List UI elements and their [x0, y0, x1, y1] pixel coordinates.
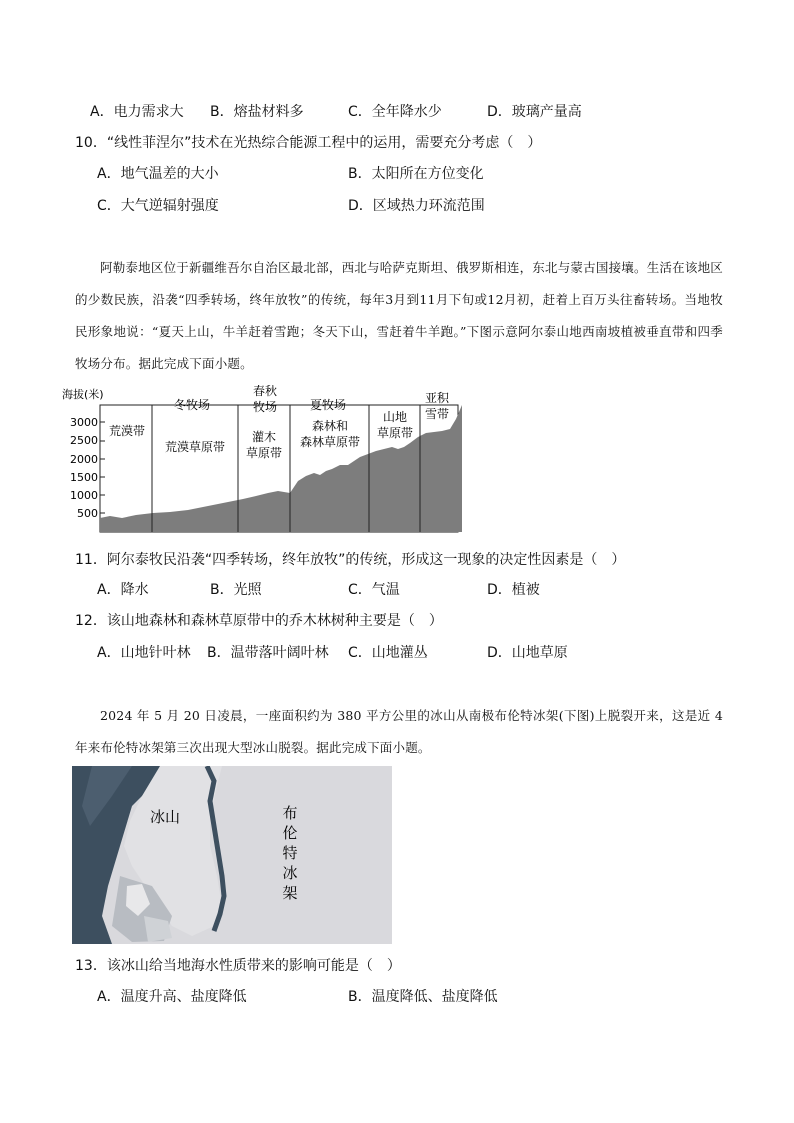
y-tick-500: 500: [77, 507, 98, 520]
q11-option-c: C．气温: [348, 582, 400, 598]
q12-option-b: B．温带落叶阔叶林: [207, 645, 329, 661]
q13-option-b: B．温度降低、盐度降低: [348, 989, 498, 1005]
vegetation-zone-diagram: [58, 385, 462, 537]
passage-altay-text: 阿勒泰地区位于新疆维吾尔自治区最北部，西北与哈萨克斯坦、俄罗斯相连，东北与蒙古国接壤。生活在该地区的少数民族，沿袭“四季转场，终年放牧”的传统，每年3月到11月下旬或12月初，赶着上百万头往畜转场。当地牧民形象地说：“夏天上山，牛羊赶着雪跑；冬天下山，雪赶着牛羊跑。”下图示意阿尔泰山地西南坡植被垂直带和四季牧场分布。据此完成下面小题。: [75, 260, 723, 371]
y-tick-2500: 2500: [70, 434, 98, 447]
q9-option-d: D．玻璃产量高: [487, 104, 582, 120]
y-tick-2000: 2000: [70, 453, 98, 466]
svg-text:架: 架: [282, 884, 298, 902]
iceberg-satellite-image: [72, 766, 392, 944]
pasture-spring-autumn-line2: 牧场: [252, 400, 278, 414]
question-10-stem: 10．“线性菲涅尔”技术在光热综合能源工程中的运用，需要充分考虑（ ）: [75, 135, 542, 151]
q11-option-a: A．降水: [97, 582, 149, 598]
question-13-stem: 13．该冰山给当地海水性质带来的影响可能是（ ）: [75, 958, 401, 974]
y-tick-1000: 1000: [70, 489, 98, 502]
passage-brunt-text: 2024 年 5 月 20 日凌晨，一座面积约为 380 平方公里的冰山从南极布伦特冰架(下图)上脱裂开来，这是近 4 年来布伦特冰架第三次出现大型冰山脱裂。据此完成下面小题。: [75, 708, 723, 755]
y-tick-3000: 3000: [70, 416, 98, 429]
q10-option-c: C．大气逆辐射强度: [97, 198, 219, 214]
pasture-summer: 夏牧场: [309, 398, 347, 412]
q9-option-a: A．电力需求大: [90, 104, 184, 120]
q12-option-d: D．山地草原: [487, 645, 568, 661]
q13-option-a: A．温度升高、盐度降低: [97, 989, 247, 1005]
iceberg-label: 冰山: [150, 808, 181, 826]
zone-mountain-steppe-line1: 山地: [382, 410, 408, 424]
brunt-ice-shelf-label: [282, 804, 297, 902]
passage-brunt: [75, 700, 723, 764]
svg-text:特: 特: [282, 844, 298, 862]
zone-desert-steppe: 荒漠草原带: [164, 440, 226, 454]
passage-altay: [75, 252, 723, 380]
y-axis: [100, 422, 105, 513]
question-11-stem: 11．阿尔泰牧民沿袭“四季转场，终年放牧”的传统，形成这一现象的决定性因素是（ ）: [75, 552, 626, 568]
question-12-stem: 12．该山地森林和森林草原带中的乔木林树种主要是（ ）: [75, 613, 443, 629]
svg-text:冰: 冰: [282, 864, 298, 882]
q10-option-d: D．区域热力环流范围: [348, 198, 485, 214]
pasture-winter: 冬牧场: [173, 398, 211, 412]
y-tick-1500: 1500: [70, 471, 98, 484]
zone-forest-line2: 森林草原带: [299, 435, 361, 449]
zone-desert: 荒漠带: [108, 424, 146, 438]
pasture-spring-autumn-line1: 春秋: [252, 385, 278, 398]
zone-subnival-line2: 雪带: [424, 407, 450, 421]
q10-option-b: B．太阳所在方位变化: [348, 166, 484, 182]
q11-option-b: B．光照: [210, 582, 262, 598]
zone-mountain-steppe-line2: 草原带: [376, 426, 414, 440]
q9-option-b: B．熔盐材料多: [210, 104, 304, 120]
q10-option-a: A．地气温差的大小: [97, 166, 219, 182]
zone-shrub-line1: 灌木: [251, 430, 277, 444]
svg-text:伦: 伦: [282, 824, 298, 842]
zone-shrub-line2: 草原带: [245, 446, 283, 460]
q11-option-d: D．植被: [487, 582, 540, 598]
q12-option-a: A．山地针叶林: [97, 645, 191, 661]
zone-subnival-line1: 亚积: [424, 391, 450, 405]
svg-text:布: 布: [282, 804, 298, 822]
q9-option-c: C．全年降水少: [348, 104, 442, 120]
q12-option-c: C．山地灌丛: [348, 645, 428, 661]
zone-forest-line1: 森林和: [311, 419, 349, 433]
y-axis-title: 海拔(米): [62, 388, 104, 401]
